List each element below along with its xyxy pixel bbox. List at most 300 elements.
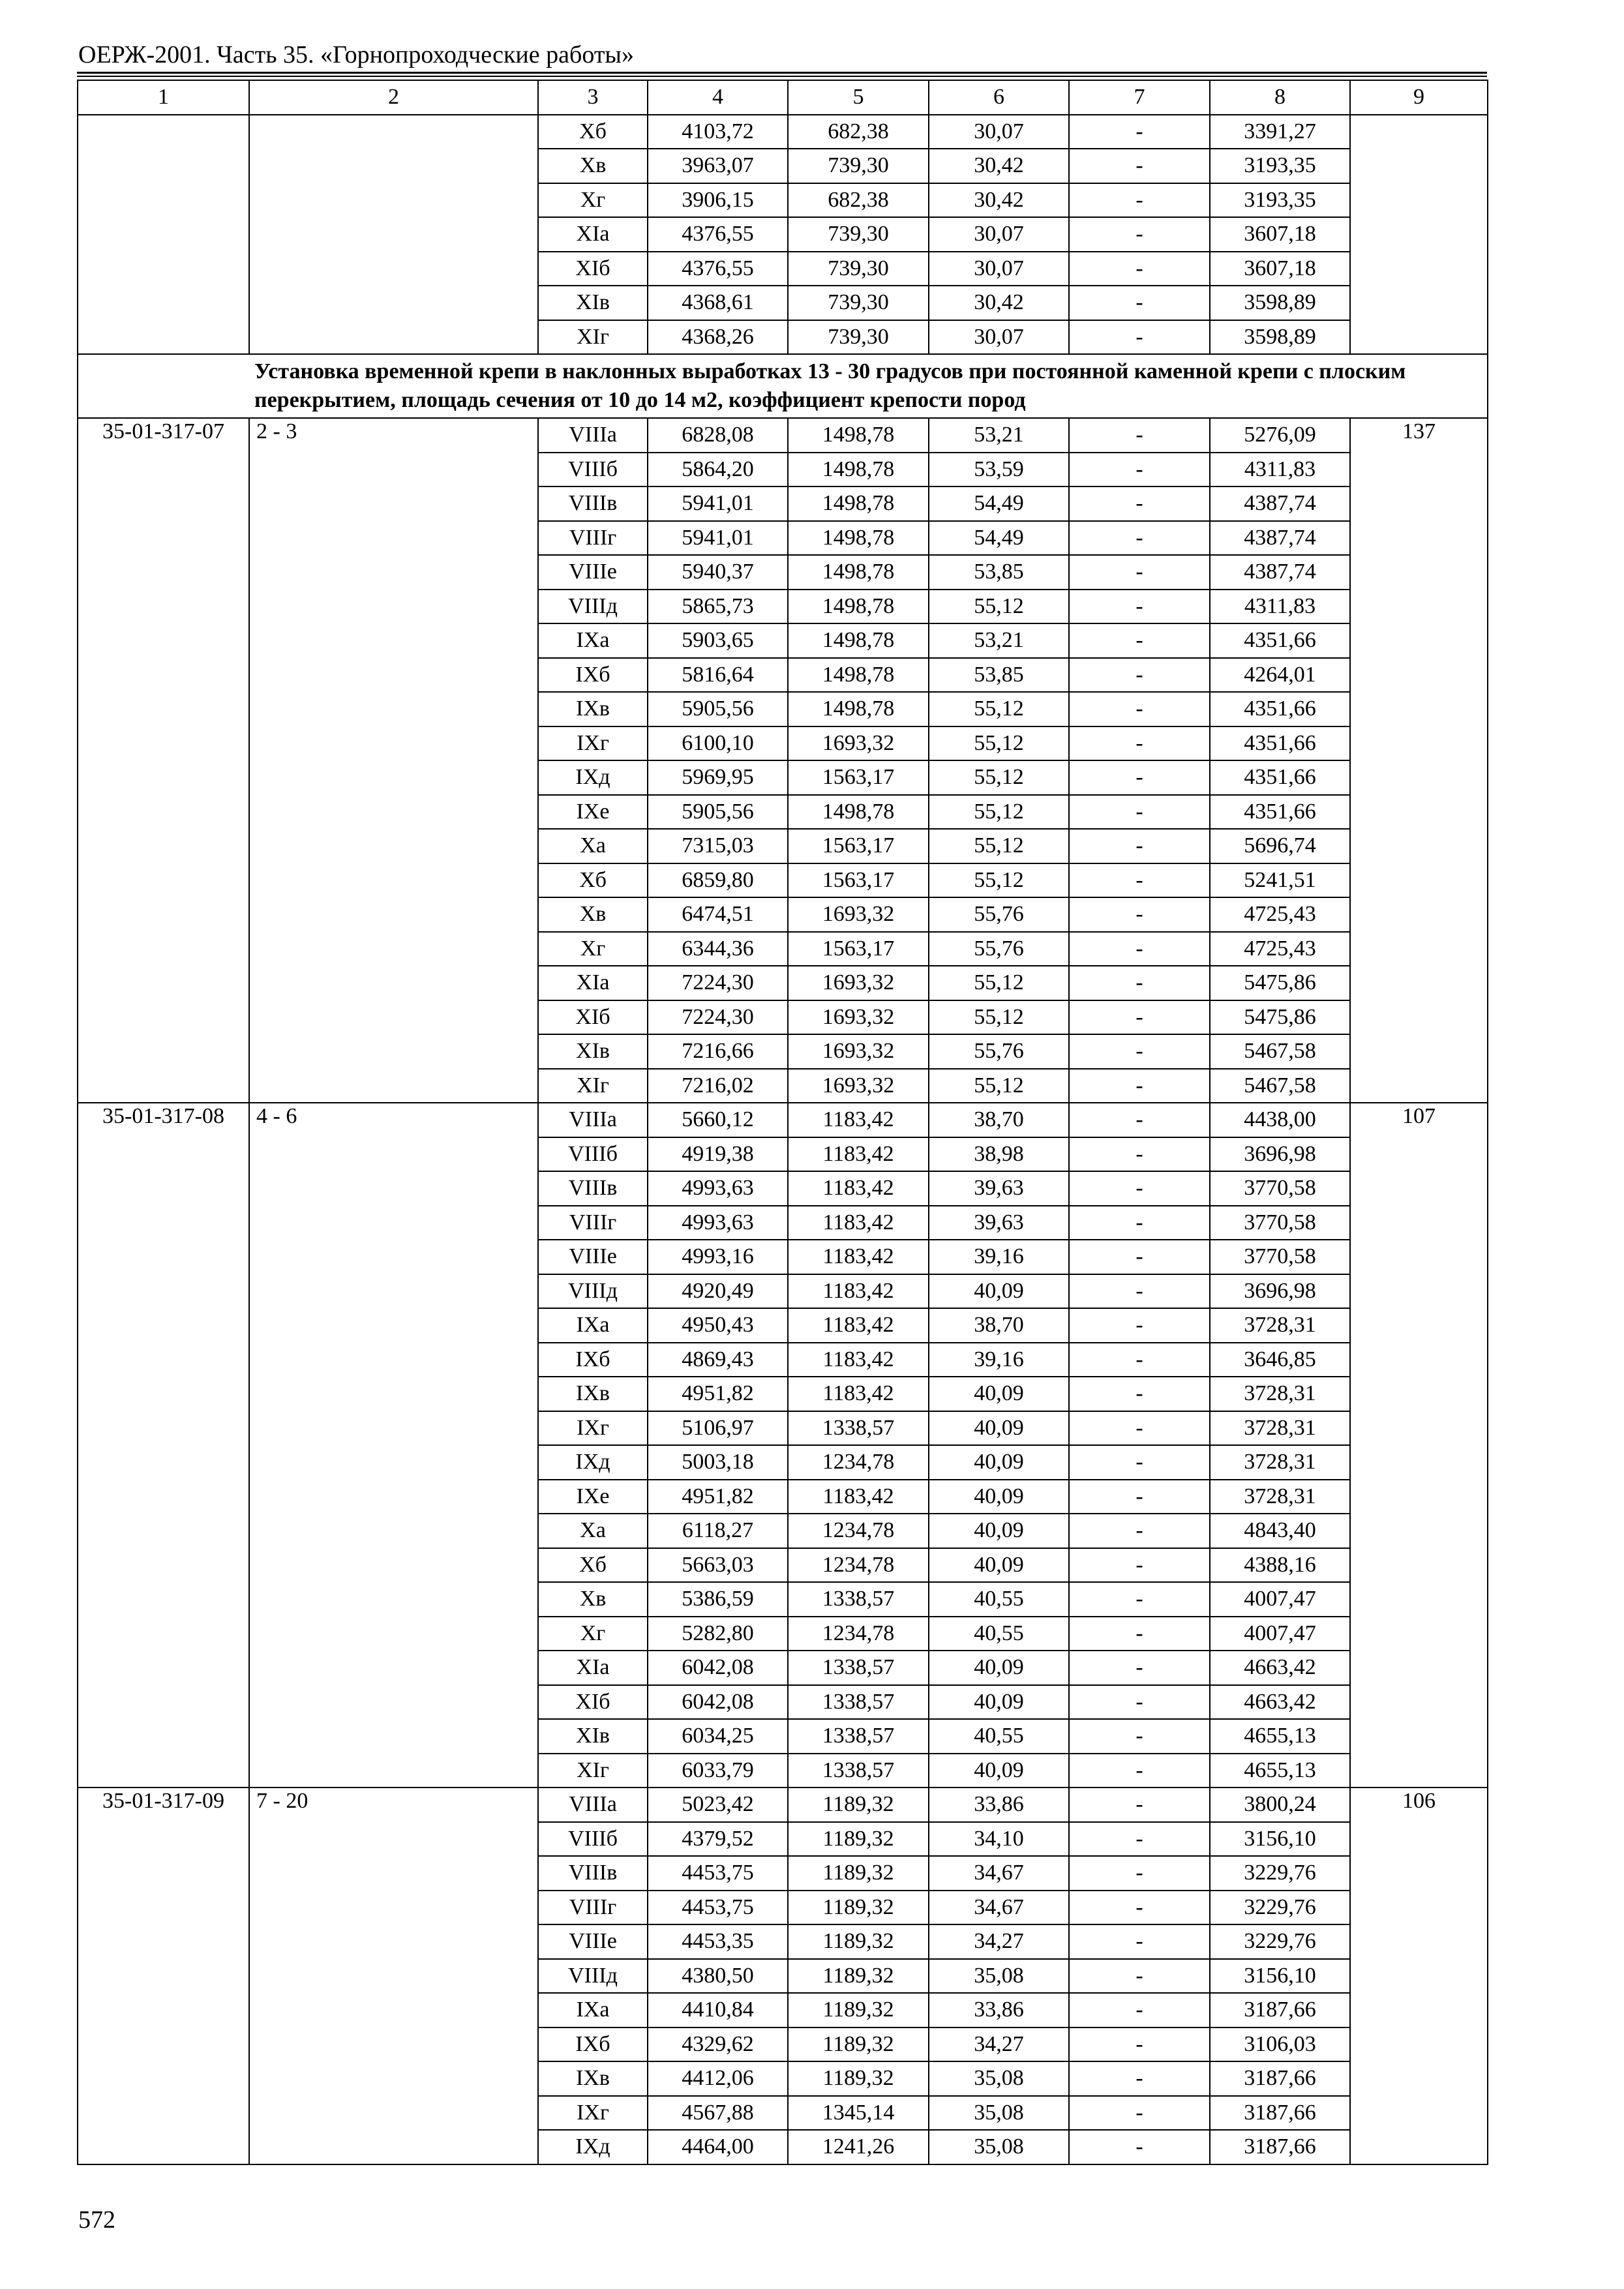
machinists-cell: -: [1069, 286, 1210, 320]
machinists-cell: -: [1069, 1000, 1210, 1035]
total-cost-cell: 5940,37: [648, 555, 788, 590]
wages-cell: 1183,42: [788, 1103, 929, 1137]
machines-cell: 53,85: [929, 555, 1069, 590]
col-code-number: 1: [78, 80, 249, 115]
rates-table: [77, 80, 1488, 2165]
total-cost-cell: 6042,08: [648, 1651, 788, 1685]
total-cost-cell: 5816,64: [648, 658, 788, 693]
labor-value: 106: [1350, 1788, 1488, 2164]
rock-class-cell: VIIIг: [538, 521, 648, 556]
materials-cell: 4007,47: [1210, 1582, 1350, 1617]
machines-cell: 35,08: [929, 2130, 1069, 2164]
materials-cell: 4387,74: [1210, 521, 1350, 556]
materials-cell: 3696,98: [1210, 1274, 1350, 1309]
total-cost-cell: 4379,52: [648, 1822, 788, 1857]
machinists-cell: -: [1069, 1308, 1210, 1343]
total-cost-cell: 7224,30: [648, 1000, 788, 1035]
col-labor-number: 9: [1350, 80, 1488, 115]
wages-cell: 1183,42: [788, 1206, 929, 1240]
rock-class-cell: VIIIд: [538, 1959, 648, 1994]
machines-cell: 40,55: [929, 1582, 1069, 1617]
total-cost-cell: 4567,88: [648, 2096, 788, 2131]
machinists-cell: -: [1069, 217, 1210, 252]
running-header: ОЕРЖ-2001. Часть 35. «Горнопроходческие работы»: [78, 41, 634, 68]
total-cost-cell: 5905,56: [648, 692, 788, 726]
machines-cell: 40,09: [929, 1480, 1069, 1514]
wages-cell: 1498,78: [788, 795, 929, 830]
machines-cell: 53,85: [929, 658, 1069, 693]
total-cost-cell: 6100,10: [648, 726, 788, 761]
rock-class-cell: XIа: [538, 217, 648, 252]
materials-cell: 5475,86: [1210, 1000, 1350, 1035]
rock-class-cell: Xв: [538, 1582, 648, 1617]
col-class-number: 3: [538, 80, 648, 115]
rock-class-cell: XIг: [538, 1069, 648, 1103]
machinists-cell: -: [1069, 2061, 1210, 2096]
total-cost-cell: 4376,55: [648, 252, 788, 286]
total-cost-cell: 5969,95: [648, 760, 788, 795]
machines-cell: 55,12: [929, 829, 1069, 863]
rock-class-cell: Xб: [538, 863, 648, 898]
total-cost-cell: 4951,82: [648, 1377, 788, 1411]
rock-class-cell: XIв: [538, 1034, 648, 1069]
col-machine-wages-number: 7: [1069, 80, 1210, 115]
table-row: [78, 1103, 1488, 1137]
wages-cell: 1498,78: [788, 418, 929, 453]
machines-cell: 40,09: [929, 1754, 1069, 1788]
total-cost-cell: 4380,50: [648, 1959, 788, 1994]
wages-cell: 1498,78: [788, 521, 929, 556]
total-cost-cell: 3963,07: [648, 149, 788, 183]
total-cost-cell: 5941,01: [648, 486, 788, 521]
rock-class-cell: Xв: [538, 149, 648, 183]
machinists-cell: -: [1069, 692, 1210, 726]
header-rule-secondary: [77, 76, 1487, 77]
machinists-cell: -: [1069, 149, 1210, 183]
wages-cell: 1241,26: [788, 2130, 929, 2164]
machines-cell: 30,42: [929, 149, 1069, 183]
wages-cell: 1189,32: [788, 2061, 929, 2096]
machines-cell: 55,12: [929, 1069, 1069, 1103]
rock-class-cell: Xг: [538, 183, 648, 218]
labor-value: 137: [1350, 418, 1488, 1103]
materials-cell: 3770,58: [1210, 1206, 1350, 1240]
machinists-cell: -: [1069, 1685, 1210, 1720]
machines-cell: 39,16: [929, 1240, 1069, 1274]
wages-cell: 1183,42: [788, 1137, 929, 1172]
rock-class-cell: Xа: [538, 829, 648, 863]
total-cost-cell: 5865,73: [648, 590, 788, 624]
hardness-range: 2 - 3: [249, 418, 538, 1103]
materials-cell: 3800,24: [1210, 1788, 1350, 1822]
rock-class-cell: IXг: [538, 2096, 648, 2131]
hardness-range: 4 - 6: [249, 1103, 538, 1788]
machinists-cell: -: [1069, 863, 1210, 898]
wages-cell: 1183,42: [788, 1240, 929, 1274]
machines-cell: 40,09: [929, 1445, 1069, 1480]
machinists-cell: -: [1069, 1514, 1210, 1548]
materials-cell: 5276,09: [1210, 418, 1350, 453]
materials-cell: 4351,66: [1210, 726, 1350, 761]
materials-cell: 4351,66: [1210, 623, 1350, 658]
wages-cell: 1498,78: [788, 486, 929, 521]
machinists-cell: -: [1069, 555, 1210, 590]
machinists-cell: -: [1069, 623, 1210, 658]
machinists-cell: -: [1069, 252, 1210, 286]
rock-class-cell: IXа: [538, 1993, 648, 2027]
rock-class-cell: Xг: [538, 932, 648, 966]
rate-code: 35-01-317-08: [78, 1103, 249, 1788]
materials-cell: 3106,03: [1210, 2027, 1350, 2062]
materials-cell: 3598,89: [1210, 320, 1350, 355]
rock-class-cell: IXд: [538, 2130, 648, 2164]
total-cost-cell: 6033,79: [648, 1754, 788, 1788]
machines-cell: 55,12: [929, 726, 1069, 761]
machines-cell: 40,09: [929, 1411, 1069, 1446]
total-cost-cell: 4464,00: [648, 2130, 788, 2164]
table-row: [78, 115, 1488, 149]
rock-class-cell: VIIIа: [538, 1788, 648, 1822]
rock-class-cell: Xг: [538, 1617, 648, 1651]
materials-cell: 3728,31: [1210, 1411, 1350, 1446]
wages-cell: 1183,42: [788, 1377, 929, 1411]
total-cost-cell: 4329,62: [648, 2027, 788, 2062]
total-cost-cell: 4453,75: [648, 1891, 788, 1925]
total-cost-cell: 5386,59: [648, 1582, 788, 1617]
machines-cell: 55,12: [929, 692, 1069, 726]
machines-cell: 35,08: [929, 2096, 1069, 2131]
total-cost-cell: 5660,12: [648, 1103, 788, 1137]
rock-class-cell: XIв: [538, 286, 648, 320]
wages-cell: 1183,42: [788, 1308, 929, 1343]
wages-cell: 1189,32: [788, 1788, 929, 1822]
materials-cell: 4663,42: [1210, 1685, 1350, 1720]
materials-cell: 4311,83: [1210, 453, 1350, 487]
materials-cell: 4655,13: [1210, 1719, 1350, 1754]
rate-code: 35-01-317-09: [78, 1788, 249, 2164]
wages-cell: 1498,78: [788, 453, 929, 487]
machinists-cell: -: [1069, 932, 1210, 966]
rock-class-cell: VIIIе: [538, 1924, 648, 1959]
total-cost-cell: 4103,72: [648, 115, 788, 149]
rock-class-cell: VIIIв: [538, 1171, 648, 1206]
materials-cell: 3598,89: [1210, 286, 1350, 320]
wages-cell: 1183,42: [788, 1274, 929, 1309]
materials-cell: 4843,40: [1210, 1514, 1350, 1548]
wages-cell: 1693,32: [788, 726, 929, 761]
machines-cell: 30,07: [929, 320, 1069, 355]
wages-cell: 1183,42: [788, 1171, 929, 1206]
machinists-cell: -: [1069, 1856, 1210, 1891]
wages-cell: 1189,32: [788, 1891, 929, 1925]
rock-class-cell: VIIIа: [538, 1103, 648, 1137]
wages-cell: 1183,42: [788, 1480, 929, 1514]
machinists-cell: -: [1069, 1171, 1210, 1206]
wages-cell: 1183,42: [788, 1343, 929, 1377]
materials-cell: 4438,00: [1210, 1103, 1350, 1137]
machines-cell: 55,76: [929, 1034, 1069, 1069]
wages-cell: 1693,32: [788, 897, 929, 932]
materials-cell: 4351,66: [1210, 692, 1350, 726]
materials-cell: 3728,31: [1210, 1308, 1350, 1343]
machinists-cell: -: [1069, 1959, 1210, 1994]
wages-cell: 1338,57: [788, 1685, 929, 1720]
header-rule: [77, 72, 1487, 74]
materials-cell: 3607,18: [1210, 217, 1350, 252]
machinists-cell: -: [1069, 1103, 1210, 1137]
machinists-cell: -: [1069, 1343, 1210, 1377]
total-cost-cell: 4993,63: [648, 1206, 788, 1240]
wages-cell: 1338,57: [788, 1719, 929, 1754]
machines-cell: 40,09: [929, 1514, 1069, 1548]
machinists-cell: -: [1069, 1548, 1210, 1583]
machinists-cell: -: [1069, 1377, 1210, 1411]
wages-cell: 1498,78: [788, 555, 929, 590]
rock-class-cell: IXг: [538, 726, 648, 761]
total-cost-cell: 4993,63: [648, 1171, 788, 1206]
total-cost-cell: 4919,38: [648, 1137, 788, 1172]
col-machines-number: 6: [929, 80, 1069, 115]
rock-class-cell: VIIIб: [538, 453, 648, 487]
machines-cell: 39,63: [929, 1171, 1069, 1206]
materials-cell: 3187,66: [1210, 2096, 1350, 2131]
machinists-cell: -: [1069, 1924, 1210, 1959]
rock-class-cell: IXв: [538, 2061, 648, 2096]
wages-cell: 1189,32: [788, 1959, 929, 1994]
total-cost-cell: 5003,18: [648, 1445, 788, 1480]
wages-cell: 1234,78: [788, 1617, 929, 1651]
machines-cell: 34,27: [929, 1924, 1069, 1959]
materials-cell: 3229,76: [1210, 1924, 1350, 1959]
machines-cell: 40,09: [929, 1548, 1069, 1583]
materials-cell: 3696,98: [1210, 1137, 1350, 1172]
machinists-cell: -: [1069, 2096, 1210, 2131]
total-cost-cell: 6118,27: [648, 1514, 788, 1548]
total-cost-cell: 4869,43: [648, 1343, 788, 1377]
rock-class-cell: XIа: [538, 1651, 648, 1685]
machinists-cell: -: [1069, 1274, 1210, 1309]
machines-cell: 55,12: [929, 966, 1069, 1000]
machines-cell: 40,55: [929, 1617, 1069, 1651]
total-cost-cell: 5864,20: [648, 453, 788, 487]
rock-class-cell: VIIIд: [538, 1274, 648, 1309]
total-cost-cell: 5106,97: [648, 1411, 788, 1446]
materials-cell: 3770,58: [1210, 1240, 1350, 1274]
rock-class-cell: XIа: [538, 966, 648, 1000]
materials-cell: 3391,27: [1210, 115, 1350, 149]
wages-cell: 739,30: [788, 320, 929, 355]
wages-cell: 682,38: [788, 183, 929, 218]
machines-cell: 53,59: [929, 453, 1069, 487]
wages-cell: 1234,78: [788, 1548, 929, 1583]
materials-cell: 5475,86: [1210, 966, 1350, 1000]
machinists-cell: -: [1069, 486, 1210, 521]
wages-cell: 1234,78: [788, 1514, 929, 1548]
machines-cell: 54,49: [929, 486, 1069, 521]
wages-cell: 739,30: [788, 217, 929, 252]
materials-cell: 4725,43: [1210, 897, 1350, 932]
rock-class-cell: XIб: [538, 1685, 648, 1720]
total-cost-cell: 4993,16: [648, 1240, 788, 1274]
wages-cell: 739,30: [788, 286, 929, 320]
materials-cell: 5467,58: [1210, 1069, 1350, 1103]
wages-cell: 1189,32: [788, 1822, 929, 1857]
total-cost-cell: 4453,35: [648, 1924, 788, 1959]
machines-cell: 30,07: [929, 115, 1069, 149]
machines-cell: 40,09: [929, 1685, 1069, 1720]
table-row: [78, 418, 1488, 453]
materials-cell: 4655,13: [1210, 1754, 1350, 1788]
materials-cell: 3187,66: [1210, 2061, 1350, 2096]
wages-cell: 1498,78: [788, 590, 929, 624]
machinists-cell: -: [1069, 2027, 1210, 2062]
materials-cell: 3193,35: [1210, 149, 1350, 183]
materials-cell: 4007,47: [1210, 1617, 1350, 1651]
wages-cell: 739,30: [788, 149, 929, 183]
machinists-cell: -: [1069, 1445, 1210, 1480]
total-cost-cell: 4412,06: [648, 2061, 788, 2096]
machines-cell: 53,21: [929, 418, 1069, 453]
rock-class-cell: VIIIб: [538, 1137, 648, 1172]
machines-cell: 34,27: [929, 2027, 1069, 2062]
section-title: Установка временной крепи в наклонных выработках 13 - 30 градусов при постоянной каменной крепи с плоским перекрытием, площадь сечения от 10 до 14 м2, коэффициент крепости пород: [78, 354, 1488, 418]
machinists-cell: -: [1069, 453, 1210, 487]
machines-cell: 34,67: [929, 1891, 1069, 1925]
rock-class-cell: IXа: [538, 623, 648, 658]
wages-cell: 1563,17: [788, 829, 929, 863]
machinists-cell: -: [1069, 1788, 1210, 1822]
rock-class-cell: IXд: [538, 1445, 648, 1480]
wages-cell: 1693,32: [788, 1034, 929, 1069]
wages-cell: 1189,32: [788, 2027, 929, 2062]
machines-cell: 40,09: [929, 1651, 1069, 1685]
machinists-cell: -: [1069, 1719, 1210, 1754]
machinists-cell: -: [1069, 1993, 1210, 2027]
machines-cell: 55,76: [929, 897, 1069, 932]
wages-cell: 1563,17: [788, 760, 929, 795]
total-cost-cell: 5903,65: [648, 623, 788, 658]
total-cost-cell: 6828,08: [648, 418, 788, 453]
total-cost-cell: 5663,03: [648, 1548, 788, 1583]
machinists-cell: -: [1069, 521, 1210, 556]
machinists-cell: -: [1069, 1411, 1210, 1446]
machines-cell: 33,86: [929, 1993, 1069, 2027]
machinists-cell: -: [1069, 1651, 1210, 1685]
machinists-cell: -: [1069, 1137, 1210, 1172]
machines-cell: 30,07: [929, 252, 1069, 286]
rate-code: 35-01-317-07: [78, 418, 249, 1103]
total-cost-cell: 5023,42: [648, 1788, 788, 1822]
col-total-number: 4: [648, 80, 788, 115]
materials-cell: 4388,16: [1210, 1548, 1350, 1583]
wages-cell: 1563,17: [788, 932, 929, 966]
materials-cell: 4387,74: [1210, 486, 1350, 521]
total-cost-cell: 4410,84: [648, 1993, 788, 2027]
rock-class-cell: IXе: [538, 795, 648, 830]
total-cost-cell: 7216,02: [648, 1069, 788, 1103]
materials-cell: 3187,66: [1210, 2130, 1350, 2164]
rock-class-cell: IXг: [538, 1411, 648, 1446]
rock-class-cell: Xб: [538, 1548, 648, 1583]
materials-cell: 3607,18: [1210, 252, 1350, 286]
machines-cell: 40,09: [929, 1274, 1069, 1309]
wages-cell: 1693,32: [788, 966, 929, 1000]
rock-class-cell: IXб: [538, 1343, 648, 1377]
wages-cell: 739,30: [788, 252, 929, 286]
machinists-cell: -: [1069, 1240, 1210, 1274]
machinists-cell: -: [1069, 829, 1210, 863]
wages-cell: 1693,32: [788, 1069, 929, 1103]
machinists-cell: -: [1069, 590, 1210, 624]
materials-cell: 3156,10: [1210, 1959, 1350, 1994]
wages-cell: 1345,14: [788, 2096, 929, 2131]
rock-class-cell: IXа: [538, 1308, 648, 1343]
machines-cell: 55,12: [929, 795, 1069, 830]
rock-class-cell: VIIIв: [538, 1856, 648, 1891]
col-range-number: 2: [249, 80, 538, 115]
machinists-cell: -: [1069, 1582, 1210, 1617]
machinists-cell: -: [1069, 1617, 1210, 1651]
rock-class-cell: IXе: [538, 1480, 648, 1514]
machines-cell: 34,67: [929, 1856, 1069, 1891]
wages-cell: 1338,57: [788, 1411, 929, 1446]
col-wages-number: 5: [788, 80, 929, 115]
machinists-cell: -: [1069, 1891, 1210, 1925]
total-cost-cell: 4920,49: [648, 1274, 788, 1309]
wages-cell: 1498,78: [788, 623, 929, 658]
wages-cell: 1338,57: [788, 1754, 929, 1788]
machines-cell: 34,10: [929, 1822, 1069, 1857]
rock-class-cell: XIб: [538, 252, 648, 286]
machines-cell: 53,21: [929, 623, 1069, 658]
materials-cell: 4387,74: [1210, 555, 1350, 590]
machines-cell: 30,07: [929, 217, 1069, 252]
wages-cell: 1234,78: [788, 1445, 929, 1480]
hardness-range: 7 - 20: [249, 1788, 538, 2164]
total-cost-cell: 6034,25: [648, 1719, 788, 1754]
rock-class-cell: XIв: [538, 1719, 648, 1754]
range-cell: [249, 115, 538, 355]
total-cost-cell: 3906,15: [648, 183, 788, 218]
wages-cell: 1189,32: [788, 1993, 929, 2027]
materials-cell: 3728,31: [1210, 1480, 1350, 1514]
total-cost-cell: 7224,30: [648, 966, 788, 1000]
machinists-cell: -: [1069, 760, 1210, 795]
wages-cell: 1338,57: [788, 1651, 929, 1685]
labor-cell: [1350, 115, 1488, 355]
materials-cell: 5467,58: [1210, 1034, 1350, 1069]
total-cost-cell: 5282,80: [648, 1617, 788, 1651]
page-number: 572: [78, 2206, 115, 2234]
section-row: [78, 354, 1488, 418]
total-cost-cell: 5905,56: [648, 795, 788, 830]
materials-cell: 4663,42: [1210, 1651, 1350, 1685]
rock-class-cell: VIIIа: [538, 418, 648, 453]
rock-class-cell: VIIIд: [538, 590, 648, 624]
materials-cell: 3728,31: [1210, 1445, 1350, 1480]
total-cost-cell: 5941,01: [648, 521, 788, 556]
machinists-cell: -: [1069, 1480, 1210, 1514]
rock-class-cell: Xа: [538, 1514, 648, 1548]
total-cost-cell: 6474,51: [648, 897, 788, 932]
machinists-cell: -: [1069, 1754, 1210, 1788]
total-cost-cell: 7216,66: [648, 1034, 788, 1069]
machinists-cell: -: [1069, 1206, 1210, 1240]
wages-cell: 1189,32: [788, 1924, 929, 1959]
materials-cell: 3229,76: [1210, 1891, 1350, 1925]
materials-cell: 4264,01: [1210, 658, 1350, 693]
labor-value: 107: [1350, 1103, 1488, 1788]
